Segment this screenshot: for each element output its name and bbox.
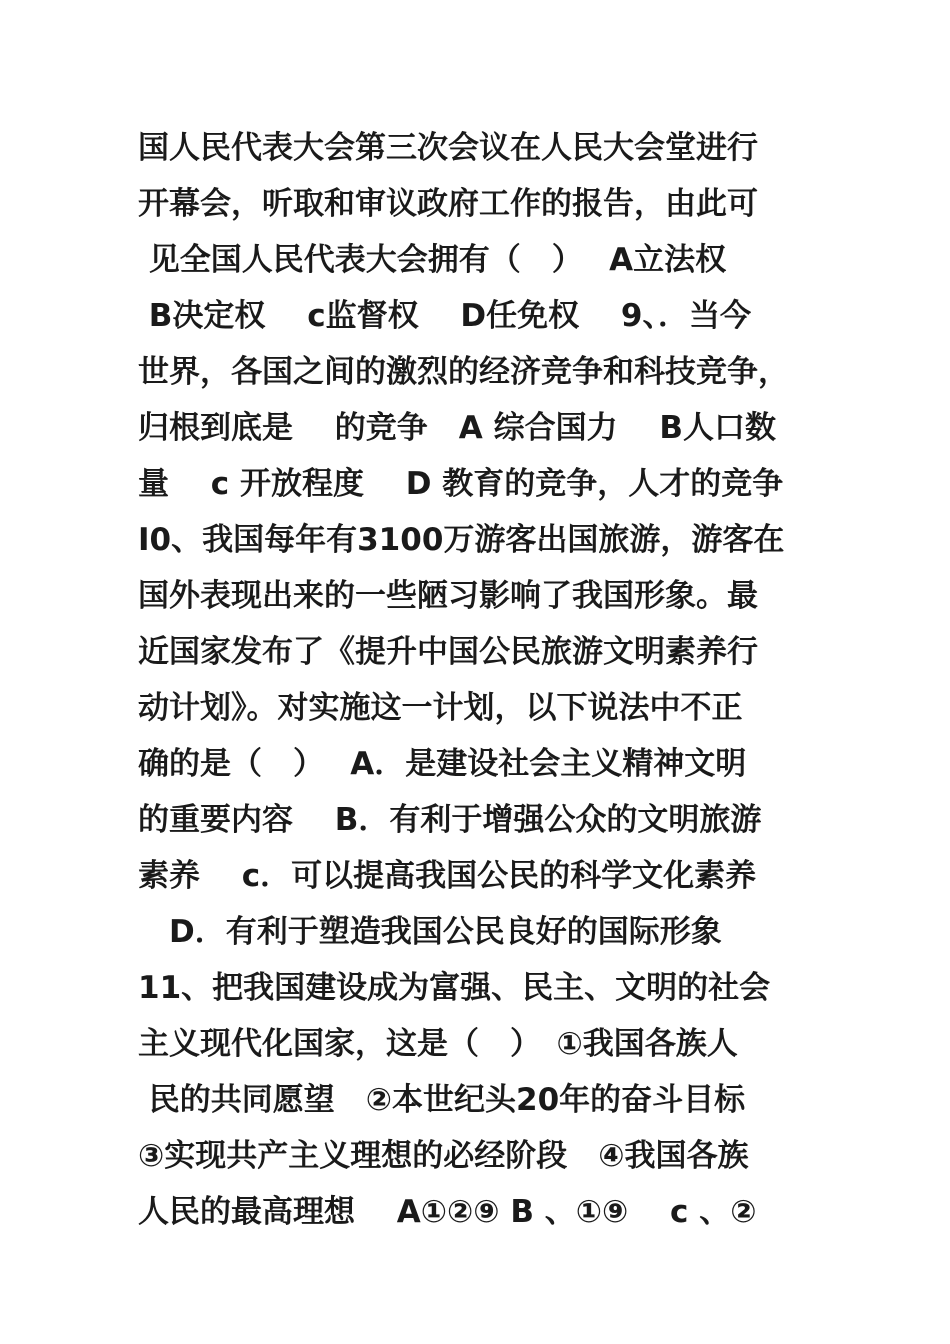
text-line: I0、我国每年有3100万游客出国旅游，游客在 [138,522,785,558]
text-line: 确的是（ ） A．是建设社会主义精神文明 [138,746,747,782]
text-line: 的重要内容 B．有利于增强公众的文明旅游 [138,802,762,838]
text-line: 归根到底是 的竞争 A 综合国力 B人口数 [138,410,776,446]
text-line: 人民的最高理想 A①②⑨ B 、①⑨ c 、② [138,1194,757,1230]
text-line: B决定权 c监督权 D任免权 9、．当今 [138,298,751,334]
text-line: ③实现共产主义理想的必经阶段 ④我国各族 [138,1138,749,1174]
text-line: 11、把我国建设成为富强、民主、文明的社会 [138,970,771,1006]
text-line: 量 c 开放程度 D 教育的竞争，人才的竞争 [138,466,784,502]
document-text [138,120,838,1240]
text-line: 素养 c．可以提高我国公民的科学文化素养 [138,858,757,894]
text-line: 开幕会，听取和审议政府工作的报告，由此可 [138,186,758,222]
text-line: D．有利于塑造我国公民良好的国际形象 [138,914,722,950]
text-line: 世界，各国之间的激烈的经济竞争和科技竞争， [138,354,789,390]
text-line: 国外表现出来的一些陋习影响了我国形象。最 [138,578,758,614]
text-line: 近国家发布了《提升中国公民旅游文明素养行 [138,634,758,670]
text-line: 动计划》。对实施这一计划，以下说法中不正 [138,690,743,726]
text-line: 主义现代化国家，这是（ ） ①我国各族人 [138,1026,738,1062]
text-line: 国人民代表大会第三次会议在人民大会堂进行 [138,130,758,166]
text-line: 见全国人民代表大会拥有（ ） A立法权 [138,242,727,278]
text-line: 民的共同愿望 ②本世纪头20年的奋斗目标 [138,1082,746,1118]
